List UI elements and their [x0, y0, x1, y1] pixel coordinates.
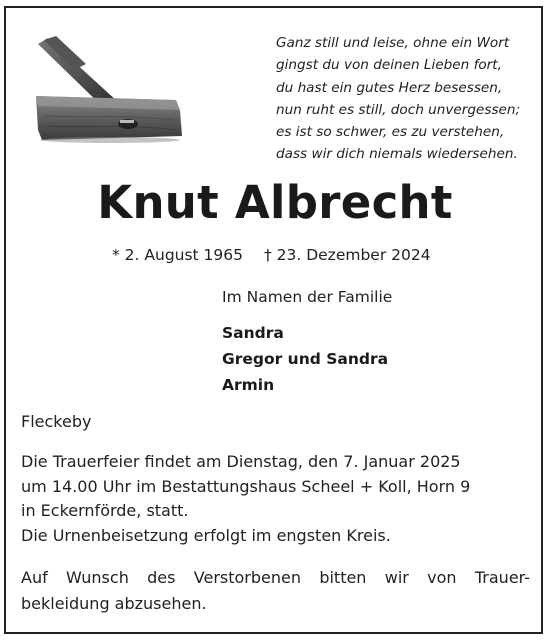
- poem-line: gingst du von deinen Lieben fort,: [276, 57, 502, 74]
- wish-line: bekleidung abzusehen.: [21, 594, 207, 613]
- birth-date: * 2. August 1965: [112, 246, 244, 264]
- poem-line: du hast ein gutes Herz besessen,: [276, 79, 503, 96]
- family-names: [222, 320, 388, 398]
- service-line: in Eckernförde, statt.: [21, 501, 189, 520]
- death-date: † 23. Dezember 2024: [263, 246, 431, 264]
- family-member: Sandra: [222, 324, 284, 342]
- wish-note: [21, 565, 530, 617]
- family-member: Gregor und Sandra: [222, 350, 389, 368]
- service-info: [21, 450, 533, 548]
- poem: [276, 32, 538, 166]
- deceased-name: Knut Albrecht: [97, 176, 453, 229]
- family-label: Im Namen der Familie: [222, 288, 393, 306]
- life-dates: [112, 246, 447, 264]
- poem-line: dass wir dich niemals wiedersehen.: [276, 146, 518, 163]
- service-line: um 14.00 Uhr im Bestattungshaus Scheel + Koll, Horn 9: [21, 476, 471, 496]
- place: Fleckeby: [21, 412, 92, 431]
- wood-plane-icon: [34, 36, 184, 144]
- family-member: Armin: [222, 376, 275, 394]
- service-line: Die Trauerfeier findet am Dienstag, den 7. Januar 2025: [21, 452, 461, 471]
- poem-line: es ist so schwer, es zu verstehen,: [276, 124, 505, 141]
- service-line: Die Urnenbeisetzung erfolgt im engsten Kreis.: [21, 525, 391, 545]
- poem-line: nun ruht es still, doch unvergessen;: [276, 101, 521, 118]
- wish-line: Auf Wunsch des Verstorbenen bitten wir von Trauer-: [21, 568, 530, 587]
- poem-line: Ganz still und leise, ohne ein Wort: [276, 35, 510, 51]
